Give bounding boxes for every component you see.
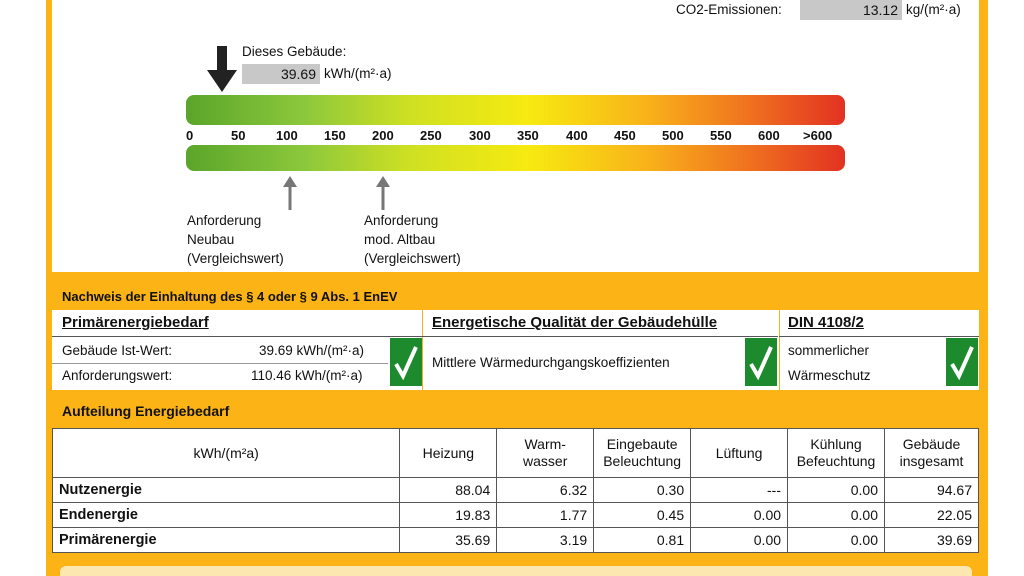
col-header: Warm- wasser xyxy=(497,429,594,478)
tick: 300 xyxy=(469,128,491,143)
tick: 100 xyxy=(276,128,298,143)
tick: 250 xyxy=(420,128,442,143)
tick: 600 xyxy=(758,128,780,143)
req-new-label: Anforderung Neubau (Vergleichswert) xyxy=(187,213,284,266)
tick: 0 xyxy=(186,128,194,143)
divider xyxy=(52,336,422,337)
aufteilung-title: Aufteilung Energiebedarf xyxy=(62,403,230,419)
building-unit: kWh/(m²·a) xyxy=(324,66,392,81)
table-row: Endenergie 19.83 1.77 0.45 0.00 0.00 22.05 xyxy=(53,503,979,528)
primaer-title: Primärenergiebedarf xyxy=(62,314,209,331)
req-old-label: Anforderung mod. Altbau (Vergleichswert) xyxy=(364,213,461,266)
next-section-panel xyxy=(60,566,972,576)
unit-header: kWh/(m²a) xyxy=(53,429,400,478)
tick: 400 xyxy=(566,128,588,143)
din-title: DIN 4108/2 xyxy=(788,314,864,331)
co2-value: 13.12 xyxy=(800,0,902,20)
col-header: Heizung xyxy=(400,429,497,478)
energy-scale-bar-bottom xyxy=(186,145,845,171)
col-header: Eingebaute Beleuchtung xyxy=(594,429,691,478)
check-icon xyxy=(745,338,777,386)
arrow-up-icon xyxy=(376,176,390,210)
divider xyxy=(422,336,778,337)
tick: 450 xyxy=(614,128,636,143)
din-line2: Wärmeschutz xyxy=(788,368,871,383)
tick: 200 xyxy=(372,128,394,143)
anf-value: 110.46 kWh/(m²·a) xyxy=(251,368,363,383)
anf-label: Anforderungswert: xyxy=(62,368,173,383)
check-icon xyxy=(390,338,422,386)
divider xyxy=(779,310,780,390)
check-icon xyxy=(946,338,978,386)
tick: 150 xyxy=(324,128,346,143)
co2-unit: kg/(m²·a) xyxy=(906,2,961,17)
table-row: Primärenergie 35.69 3.19 0.81 0.00 0.00 39.69 xyxy=(53,528,979,553)
ist-label: Gebäude Ist-Wert: xyxy=(62,343,173,358)
energy-table xyxy=(52,428,979,553)
table-header-row xyxy=(53,429,979,478)
tick: >600 xyxy=(803,128,833,143)
col-header: Gebäude insgesamt xyxy=(885,429,979,478)
tick: 350 xyxy=(517,128,539,143)
divider xyxy=(779,336,979,337)
tick: 550 xyxy=(710,128,732,143)
energy-scale-bar-top xyxy=(186,95,845,125)
divider xyxy=(52,363,388,364)
huelle-title: Energetische Qualität der Gebäudehülle xyxy=(432,314,718,331)
building-label: Dieses Gebäude: xyxy=(242,44,347,59)
din-line1: sommerlicher xyxy=(788,343,870,358)
building-value: 39.69 xyxy=(242,64,320,84)
col-header: Kühlung Befeuchtung xyxy=(788,429,885,478)
arrow-down-icon xyxy=(206,46,238,94)
nachweis-title: Nachweis der Einhaltung des § 4 oder § 9 Abs. 1 EnEV xyxy=(62,289,398,304)
arrow-up-icon xyxy=(283,176,297,210)
ist-value: 39.69 kWh/(m²·a) xyxy=(259,343,365,358)
table-row: Nutzenergie 88.04 6.32 0.30 --- 0.00 94.67 xyxy=(53,478,979,503)
divider xyxy=(422,310,423,390)
huelle-text: Mittlere Wärmedurchgangskoeffizienten xyxy=(432,355,670,370)
co2-label: CO2-Emissionen: xyxy=(676,2,782,17)
col-header: Lüftung xyxy=(691,429,788,478)
tick: 50 xyxy=(231,128,246,143)
tick: 500 xyxy=(662,128,684,143)
